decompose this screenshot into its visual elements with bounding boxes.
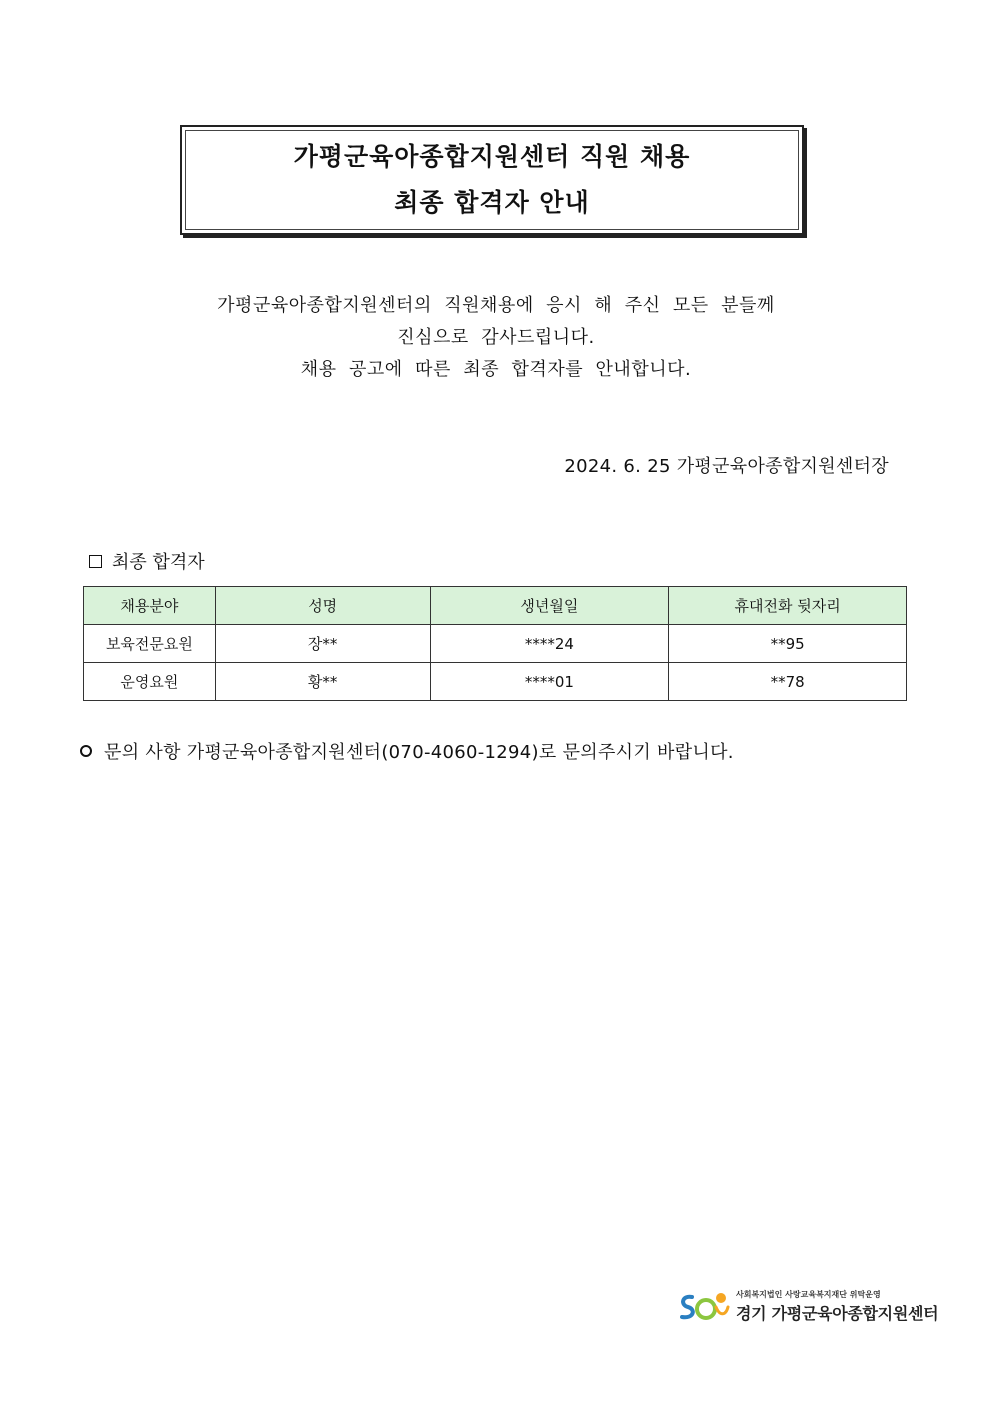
contact-note — [80, 738, 734, 764]
cell-phone: **95 — [669, 625, 907, 663]
contact-text: 문의 사항 가평군육아종합지원센터(070-4060-1294)로 문의주시기 바랍니다. — [104, 742, 734, 763]
cell-phone: **78 — [669, 663, 907, 701]
cell-birthdate: ****24 — [430, 625, 669, 663]
final-candidates-table — [83, 586, 907, 701]
section-heading — [89, 548, 205, 574]
table-header-row — [84, 587, 907, 625]
square-bullet-icon — [89, 555, 102, 568]
intro-message — [0, 290, 992, 386]
date-signature: 2024. 6. 25 가평군육아종합지원센터장 — [564, 456, 889, 477]
cell-name: 장** — [215, 625, 430, 663]
intro-line-3: 채용 공고에 따른 최종 합격자를 안내합니다. — [300, 359, 692, 380]
logo-subtitle: 사회복지법인 사랑교육복지재단 위탁운영 — [736, 1290, 881, 1299]
header-field: 채용분야 — [84, 587, 216, 625]
intro-line-1: 가평군육아종합지원센터의 직원채용에 응시 해 주신 모든 분들께 — [217, 295, 775, 316]
cell-field: 운영요원 — [84, 663, 216, 701]
title-line-1: 가평군육아종합지원센터 직원 채용 — [293, 142, 691, 171]
title-line-2: 최종 합격자 안내 — [394, 188, 590, 217]
intro-line-2: 진심으로 감사드립니다. — [397, 327, 595, 348]
header-name: 성명 — [215, 587, 430, 625]
title-inner — [185, 130, 799, 230]
logo-mark-icon — [678, 1289, 730, 1323]
cell-birthdate: ****01 — [430, 663, 669, 701]
center-logo — [678, 1287, 948, 1327]
title-box — [180, 125, 804, 235]
circle-bullet-icon — [80, 745, 92, 757]
table-row — [84, 625, 907, 663]
header-phone: 휴대전화 뒷자리 — [669, 587, 907, 625]
section-heading-label: 최종 합격자 — [112, 552, 205, 573]
cell-name: 황** — [215, 663, 430, 701]
logo-name: 경기 가평군육아종합지원센터 — [736, 1304, 939, 1323]
header-birthdate: 생년월일 — [430, 587, 669, 625]
table-row — [84, 663, 907, 701]
cell-field: 보육전문요원 — [84, 625, 216, 663]
